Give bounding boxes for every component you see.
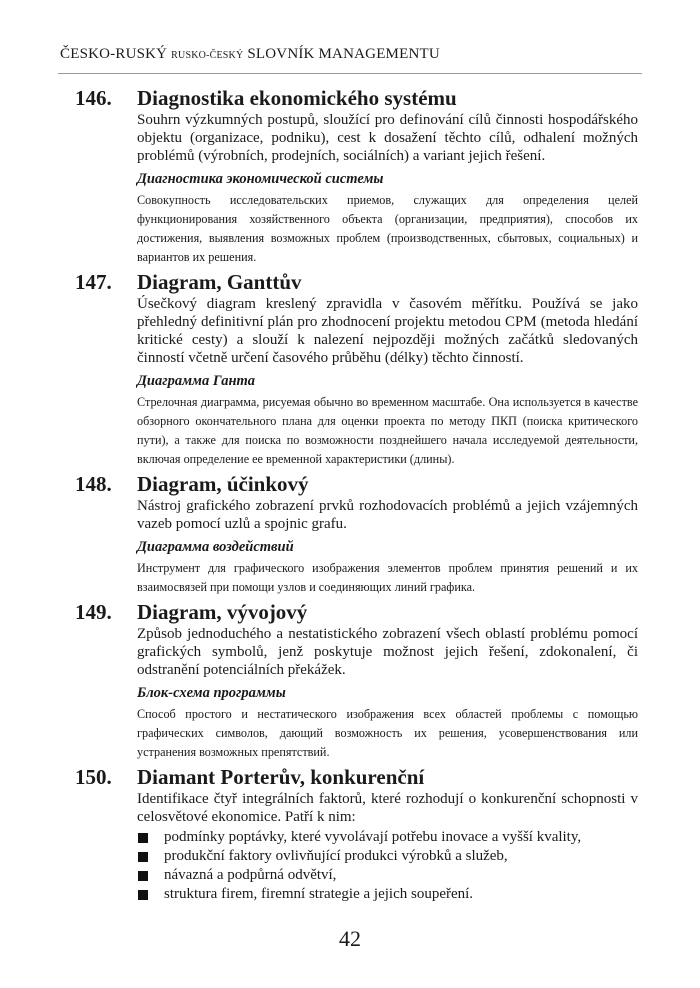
entry-definition-cz: Souhrn výzkumných postupů, sloužící pro definování cílů činnosti hospodářského objektu (organizace, podniku), cest k dosažení těchto cílů, odhalení možných problémů (výrobních, prodejních, sociálních) a variant jejich řešení. [137,112,638,164]
entry-147 [75,270,638,469]
list-item-text: produkční faktory ovlivňující produkci výrobků a služeb, [164,848,508,864]
header-divider [58,73,642,74]
entry-title-ru: Диаграмма Ганта [137,373,256,389]
entry-150 [75,765,638,904]
entry-definition-cz: Způsob jednoduchého a nestatistického zobrazení všech oblastí problému pomocí grafických symbolů, jenž poskytuje možnost jejich řešení, zdokonalení, či odstranění potenciálních překážek. [137,626,638,678]
list-item-text: návazná a podpůrná odvětví, [164,867,337,883]
entry-148 [75,472,638,597]
square-bullet-icon [138,833,148,843]
entry-definition-ru: Инструмент для графического изображения элементов проблем принятия решений и их взаимосвязей при помощи узлов и соединяющих линий графика. [137,561,638,594]
list-item [137,828,638,847]
header-title-part: SLOVNÍK MANAGEMENTU [247,46,440,62]
list-item-text: struktura firem, firemní strategie a jejich soupeření. [164,886,474,902]
entry-number: 148. [75,472,112,496]
entry-149 [75,600,638,762]
square-bullet-icon [138,852,148,862]
entry-number: 150. [75,765,112,789]
entry-definition-cz: Nástroj grafického zobrazení prvků rozhodovacích problémů a jejich vzájemných vazeb pomocí uzlů a spojnic grafu. [137,498,638,532]
dictionary-entries [75,86,638,906]
square-bullet-icon [138,871,148,881]
entry-title-ru: Блок-схема программы [137,685,286,701]
bullet-list [137,828,638,904]
header-title-part: ČESKO-RUSKÝ [60,46,168,62]
page-number: 42 [339,926,361,951]
entry-title: Diamant Porterův, konkurenční [137,765,425,789]
list-item [137,866,638,885]
list-item [137,847,638,866]
entry-146 [75,86,638,267]
running-header [60,46,440,63]
square-bullet-icon [138,890,148,900]
entry-title-ru: Диагностика экономической системы [137,171,384,187]
header-subtitle-part: RUSKO-ČESKÝ [171,50,244,61]
entry-number: 147. [75,270,112,294]
entry-number: 149. [75,600,112,624]
entry-title-ru: Диаграмма воздействий [137,539,294,555]
entry-number: 146. [75,86,112,110]
entry-definition-ru: Способ простого и нестатического изображения всех областей проблемы с помощью графических символов, дающий возможность их решения, усовершенствования или устранения возможных препятствий. [137,707,638,759]
entry-definition-cz: Identifikace čtyř integrálních faktorů, které rozhodují o konkurenční schopnosti v celosvětové ekonomice. Patří k nim: [137,791,638,825]
entry-definition-ru: Совокупность исследовательских приемов, служащих для определения целей функционирования хозяйственного объекта (организации, предприятия), способов их достижения, выявления возможных проблем (производственных, сбытовых, социальных) и вариантов их решения. [137,193,638,264]
entry-definition-cz: Úsečkový diagram kreslený zpravidla v časovém měřítku. Používá se jako přehledný definitivní plán pro zhodnocení projektu metodou CPM (metoda hledání kritické cesty) a slouží k nalezení nejpozději možných začátků sledovaných činností včetně určení časového průběhu (délky) těchto činností. [137,296,638,366]
entry-title: Diagram, účinkový [137,472,309,496]
entry-definition-ru: Стрелочная диаграмма, рисуемая обычно во временном масштабе. Она используется в качестве обзорного окончательного плана для оценки проекта по методу ПКП (поиска критического пути), а также для поиска по возможности позднейшего начала исследуемой деятельности, включая определение ее временной характеристики (длины). [137,395,638,466]
list-item [137,885,638,904]
entry-title: Diagram, Ganttův [137,270,302,294]
list-item-text: podmínky poptávky, které vyvolávají potřebu inovace a vyšší kvality, [164,829,582,845]
entry-title: Diagram, vývojový [137,600,308,624]
entry-title: Diagnostika ekonomického systému [137,86,457,110]
